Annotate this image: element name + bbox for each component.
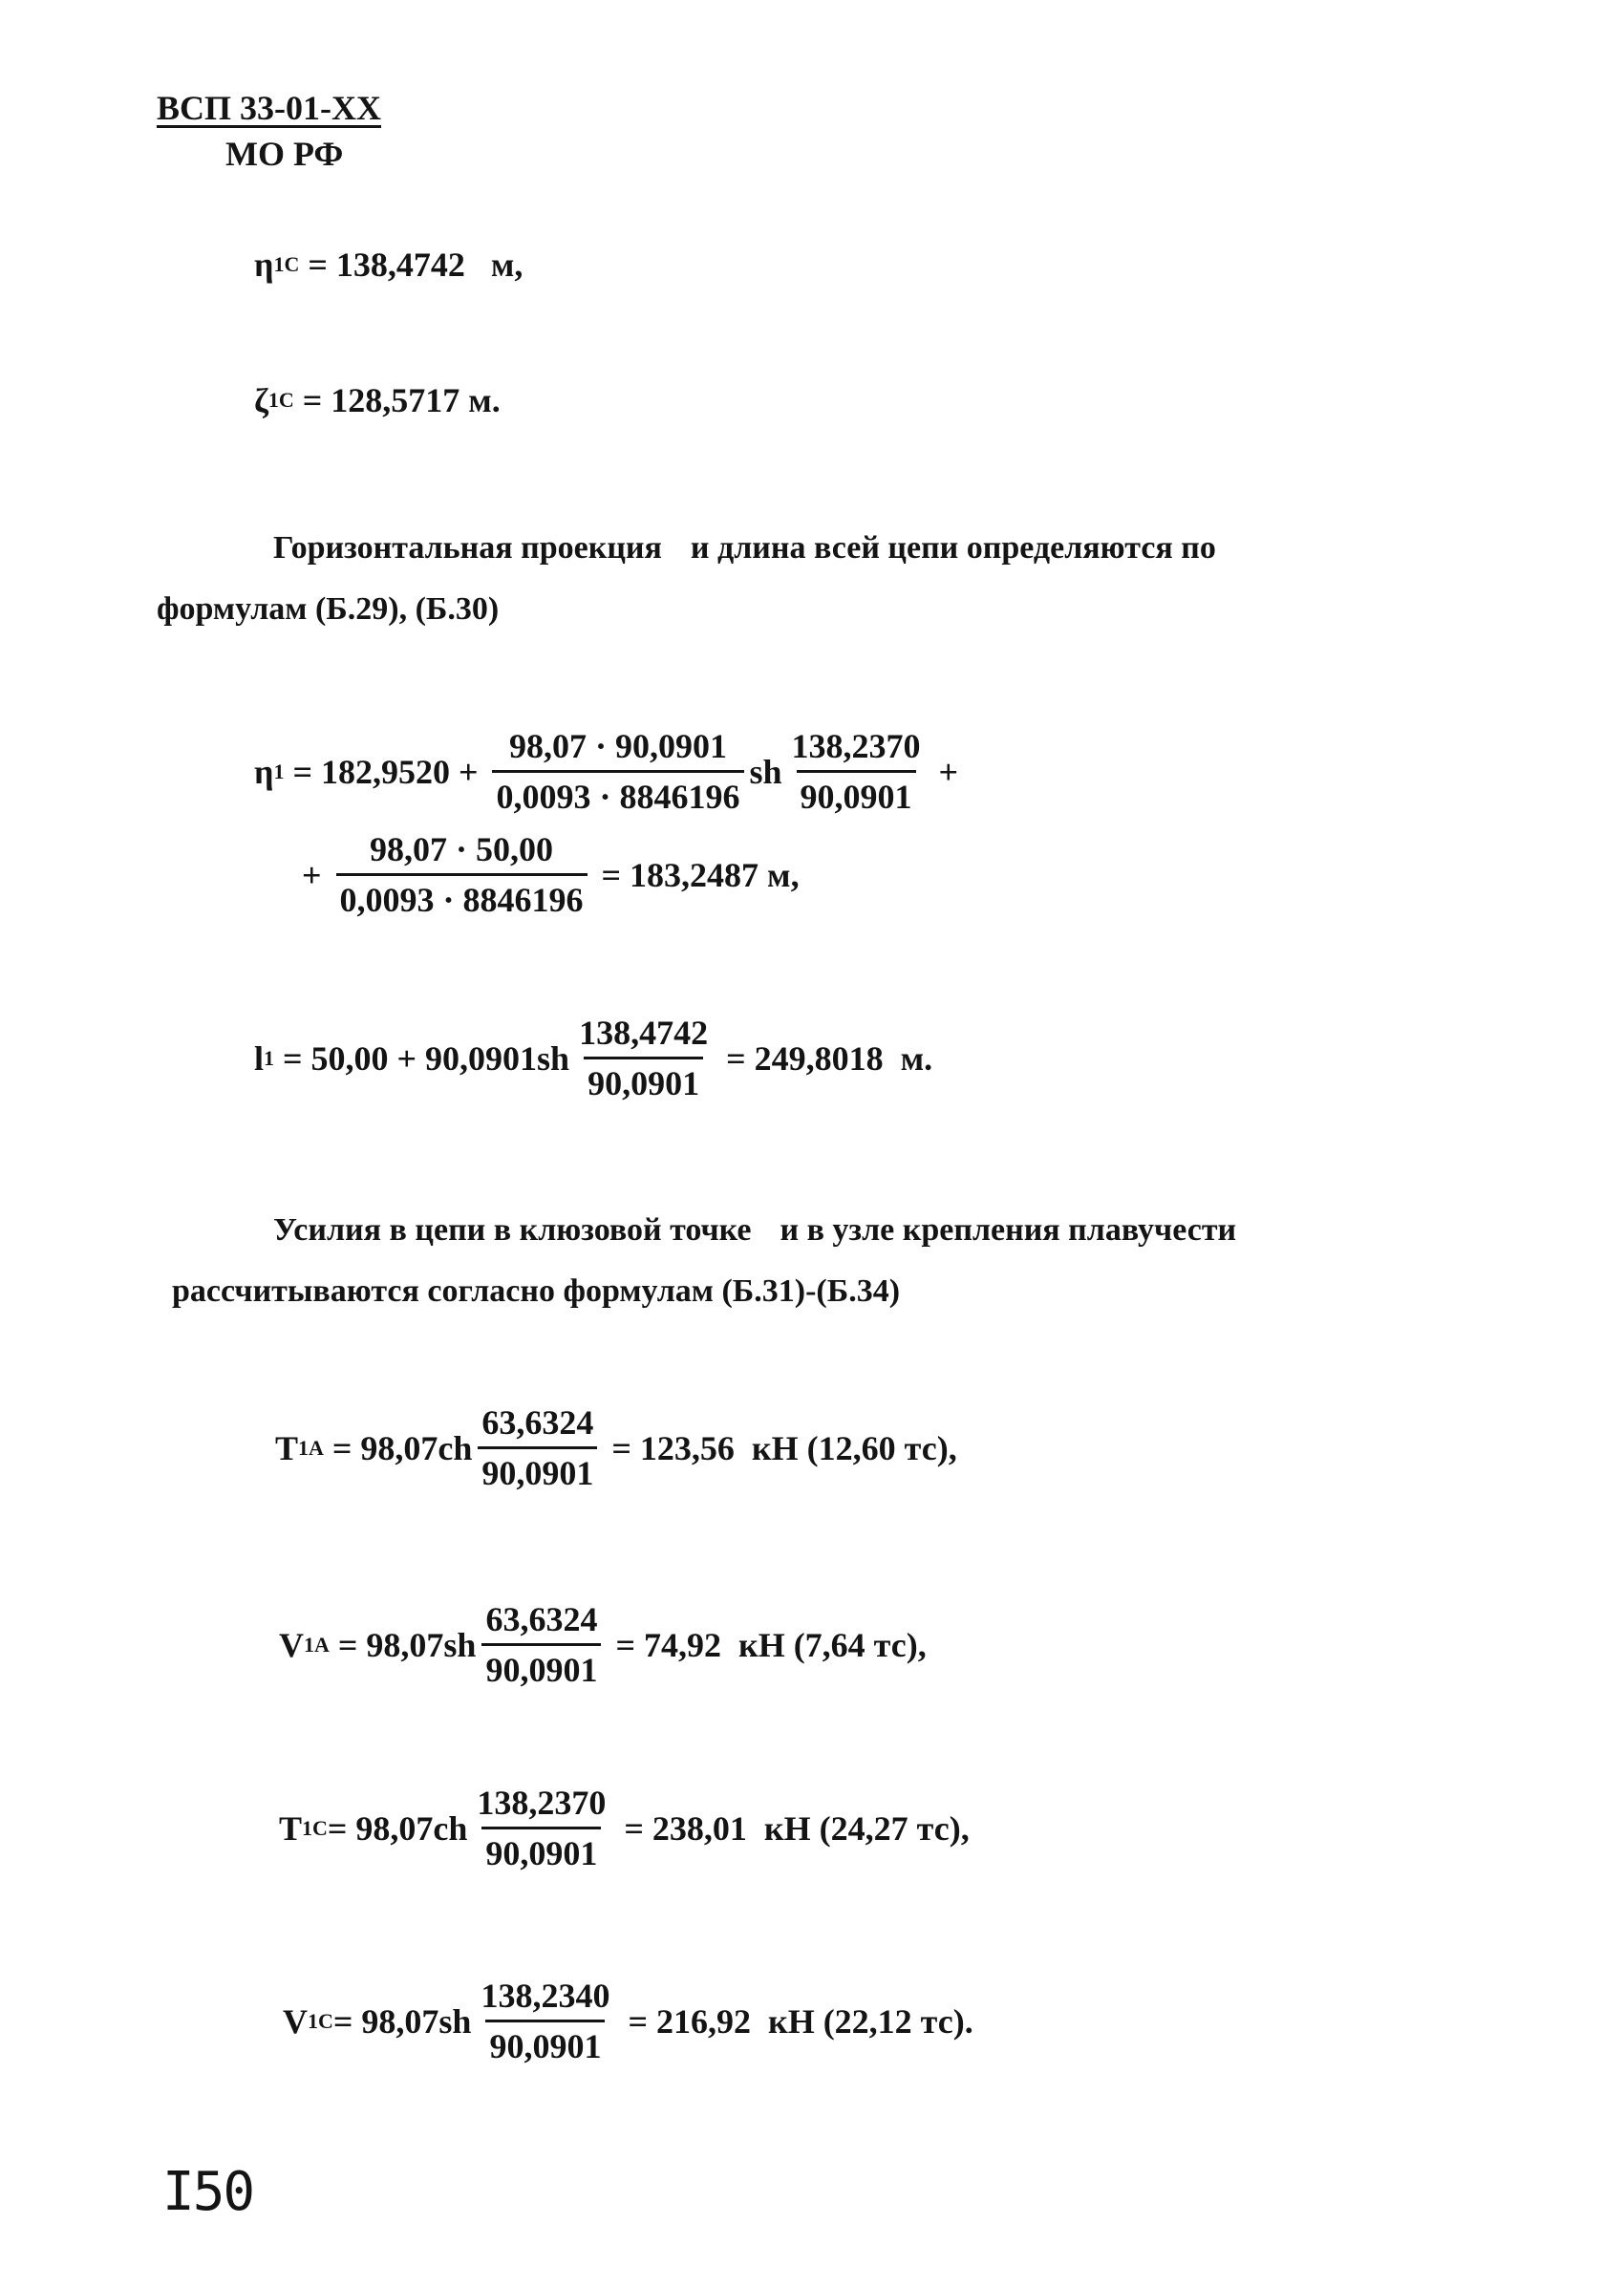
eq-lead: = 98,07ch — [323, 1428, 473, 1467]
fraction-numerator: 138,2340 — [481, 1977, 610, 2015]
equation-v-1a — [279, 1599, 927, 1690]
eq-symbol: η — [254, 246, 274, 284]
equation-eta-1-line1 — [254, 726, 958, 817]
eq-symbol: T — [279, 1808, 303, 1848]
eq-value: = 128,5717 м. — [293, 381, 501, 419]
eq-trail: + — [930, 752, 959, 791]
eq-subscript: 1A — [298, 1435, 324, 1460]
organization: МО РФ — [225, 135, 344, 173]
eq-lead: + — [302, 855, 331, 894]
equation-v-1c — [283, 1976, 973, 2066]
eq-function: sh — [749, 752, 782, 791]
eq-lead: = 182,9520 + — [284, 752, 487, 791]
document-code: ВСП 33-01-XX — [157, 89, 381, 127]
eq-subscript: 1A — [304, 1632, 330, 1657]
eq-trail: = 216,92 кН (22,12 тс). — [619, 2001, 973, 2041]
paragraph-projection — [157, 518, 1216, 640]
fraction — [492, 726, 743, 817]
equation-t-1a — [275, 1402, 957, 1493]
fraction-denominator: 0,0093 · 8846196 — [336, 873, 588, 920]
fraction-denominator: 90,0901 — [584, 1057, 703, 1103]
fraction-numerator: 63,6324 — [485, 1600, 598, 1638]
fraction — [477, 1976, 613, 2066]
eq-subscript: 1C — [273, 252, 300, 276]
page-number: I50 — [162, 2161, 254, 2223]
eq-trail: = 123,56 кН (12,60 тс), — [603, 1428, 957, 1467]
eq-lead: = 98,07sh — [332, 2001, 472, 2041]
paragraph-text: формулам (Б.29), (Б.30) — [157, 591, 500, 627]
equation-l-1 — [254, 1013, 932, 1103]
eq-symbol: η — [254, 752, 274, 791]
eq-symbol: l — [254, 1038, 265, 1078]
fraction — [481, 1599, 601, 1690]
eq-trail: = 74,92 кН (7,64 тс), — [607, 1625, 927, 1664]
paragraph-text: и длина всей цепи определяются по — [690, 530, 1216, 566]
fraction-denominator: 90,0901 — [481, 1643, 601, 1690]
eq-symbol: T — [275, 1428, 299, 1467]
fraction — [473, 1783, 609, 1873]
eq-subscript: 1C — [267, 388, 294, 412]
fraction-denominator: 90,0901 — [481, 1827, 601, 1873]
equation-t-1c — [279, 1783, 970, 1873]
eq-subscript: 1C — [302, 1815, 328, 1840]
paragraph-text: Горизонтальная проекция — [273, 530, 662, 566]
eq-subscript: 1 — [264, 1045, 275, 1070]
fraction-numerator: 98,07 · 90,0901 — [508, 727, 727, 765]
paragraph-text: рассчитываются согласно формулам (Б.31)-(Б.34) — [172, 1273, 901, 1309]
paragraph-text: и в узле крепления плавучести — [780, 1212, 1237, 1248]
fraction — [575, 1013, 712, 1103]
paragraph-text: Усилия в цепи в клюзовой точке — [273, 1212, 752, 1248]
eq-symbol: V — [283, 2001, 308, 2041]
fraction-denominator: 90,0901 — [478, 1446, 597, 1493]
eq-trail: = 238,01 кН (24,27 тс), — [615, 1808, 970, 1848]
fraction-denominator: 90,0901 — [485, 2020, 605, 2066]
eq-symbol: ζ — [254, 381, 268, 419]
fraction — [788, 726, 925, 817]
fraction-numerator: 98,07 · 50,00 — [370, 830, 554, 868]
fraction-numerator: 138,4742 — [579, 1014, 709, 1052]
eq-lead: = 50,00 + 90,0901sh — [274, 1038, 570, 1078]
fraction-numerator: 63,6324 — [481, 1403, 594, 1442]
fraction — [478, 1402, 597, 1493]
eq-trail: = 183,2487 м, — [592, 855, 800, 894]
equation-eta-1c — [254, 245, 523, 285]
fraction — [336, 829, 588, 920]
eq-lead: = 98,07sh — [329, 1625, 477, 1664]
eq-subscript: 1 — [273, 759, 285, 783]
eq-lead: = 98,07ch — [327, 1808, 468, 1848]
equation-eta-1-line2 — [302, 829, 800, 920]
eq-trail: = 249,8018 м. — [717, 1038, 933, 1078]
eq-subscript: 1C — [308, 2008, 333, 2033]
fraction-numerator: 138,2370 — [791, 727, 921, 765]
fraction-denominator: 90,0901 — [797, 770, 916, 817]
equation-zeta-1c — [254, 380, 501, 420]
fraction-numerator: 138,2370 — [477, 1784, 607, 1822]
eq-value: = 138,4742 м, — [299, 246, 524, 284]
paragraph-forces — [157, 1200, 1236, 1322]
eq-symbol: V — [279, 1625, 304, 1664]
fraction-denominator: 0,0093 · 8846196 — [492, 770, 743, 817]
